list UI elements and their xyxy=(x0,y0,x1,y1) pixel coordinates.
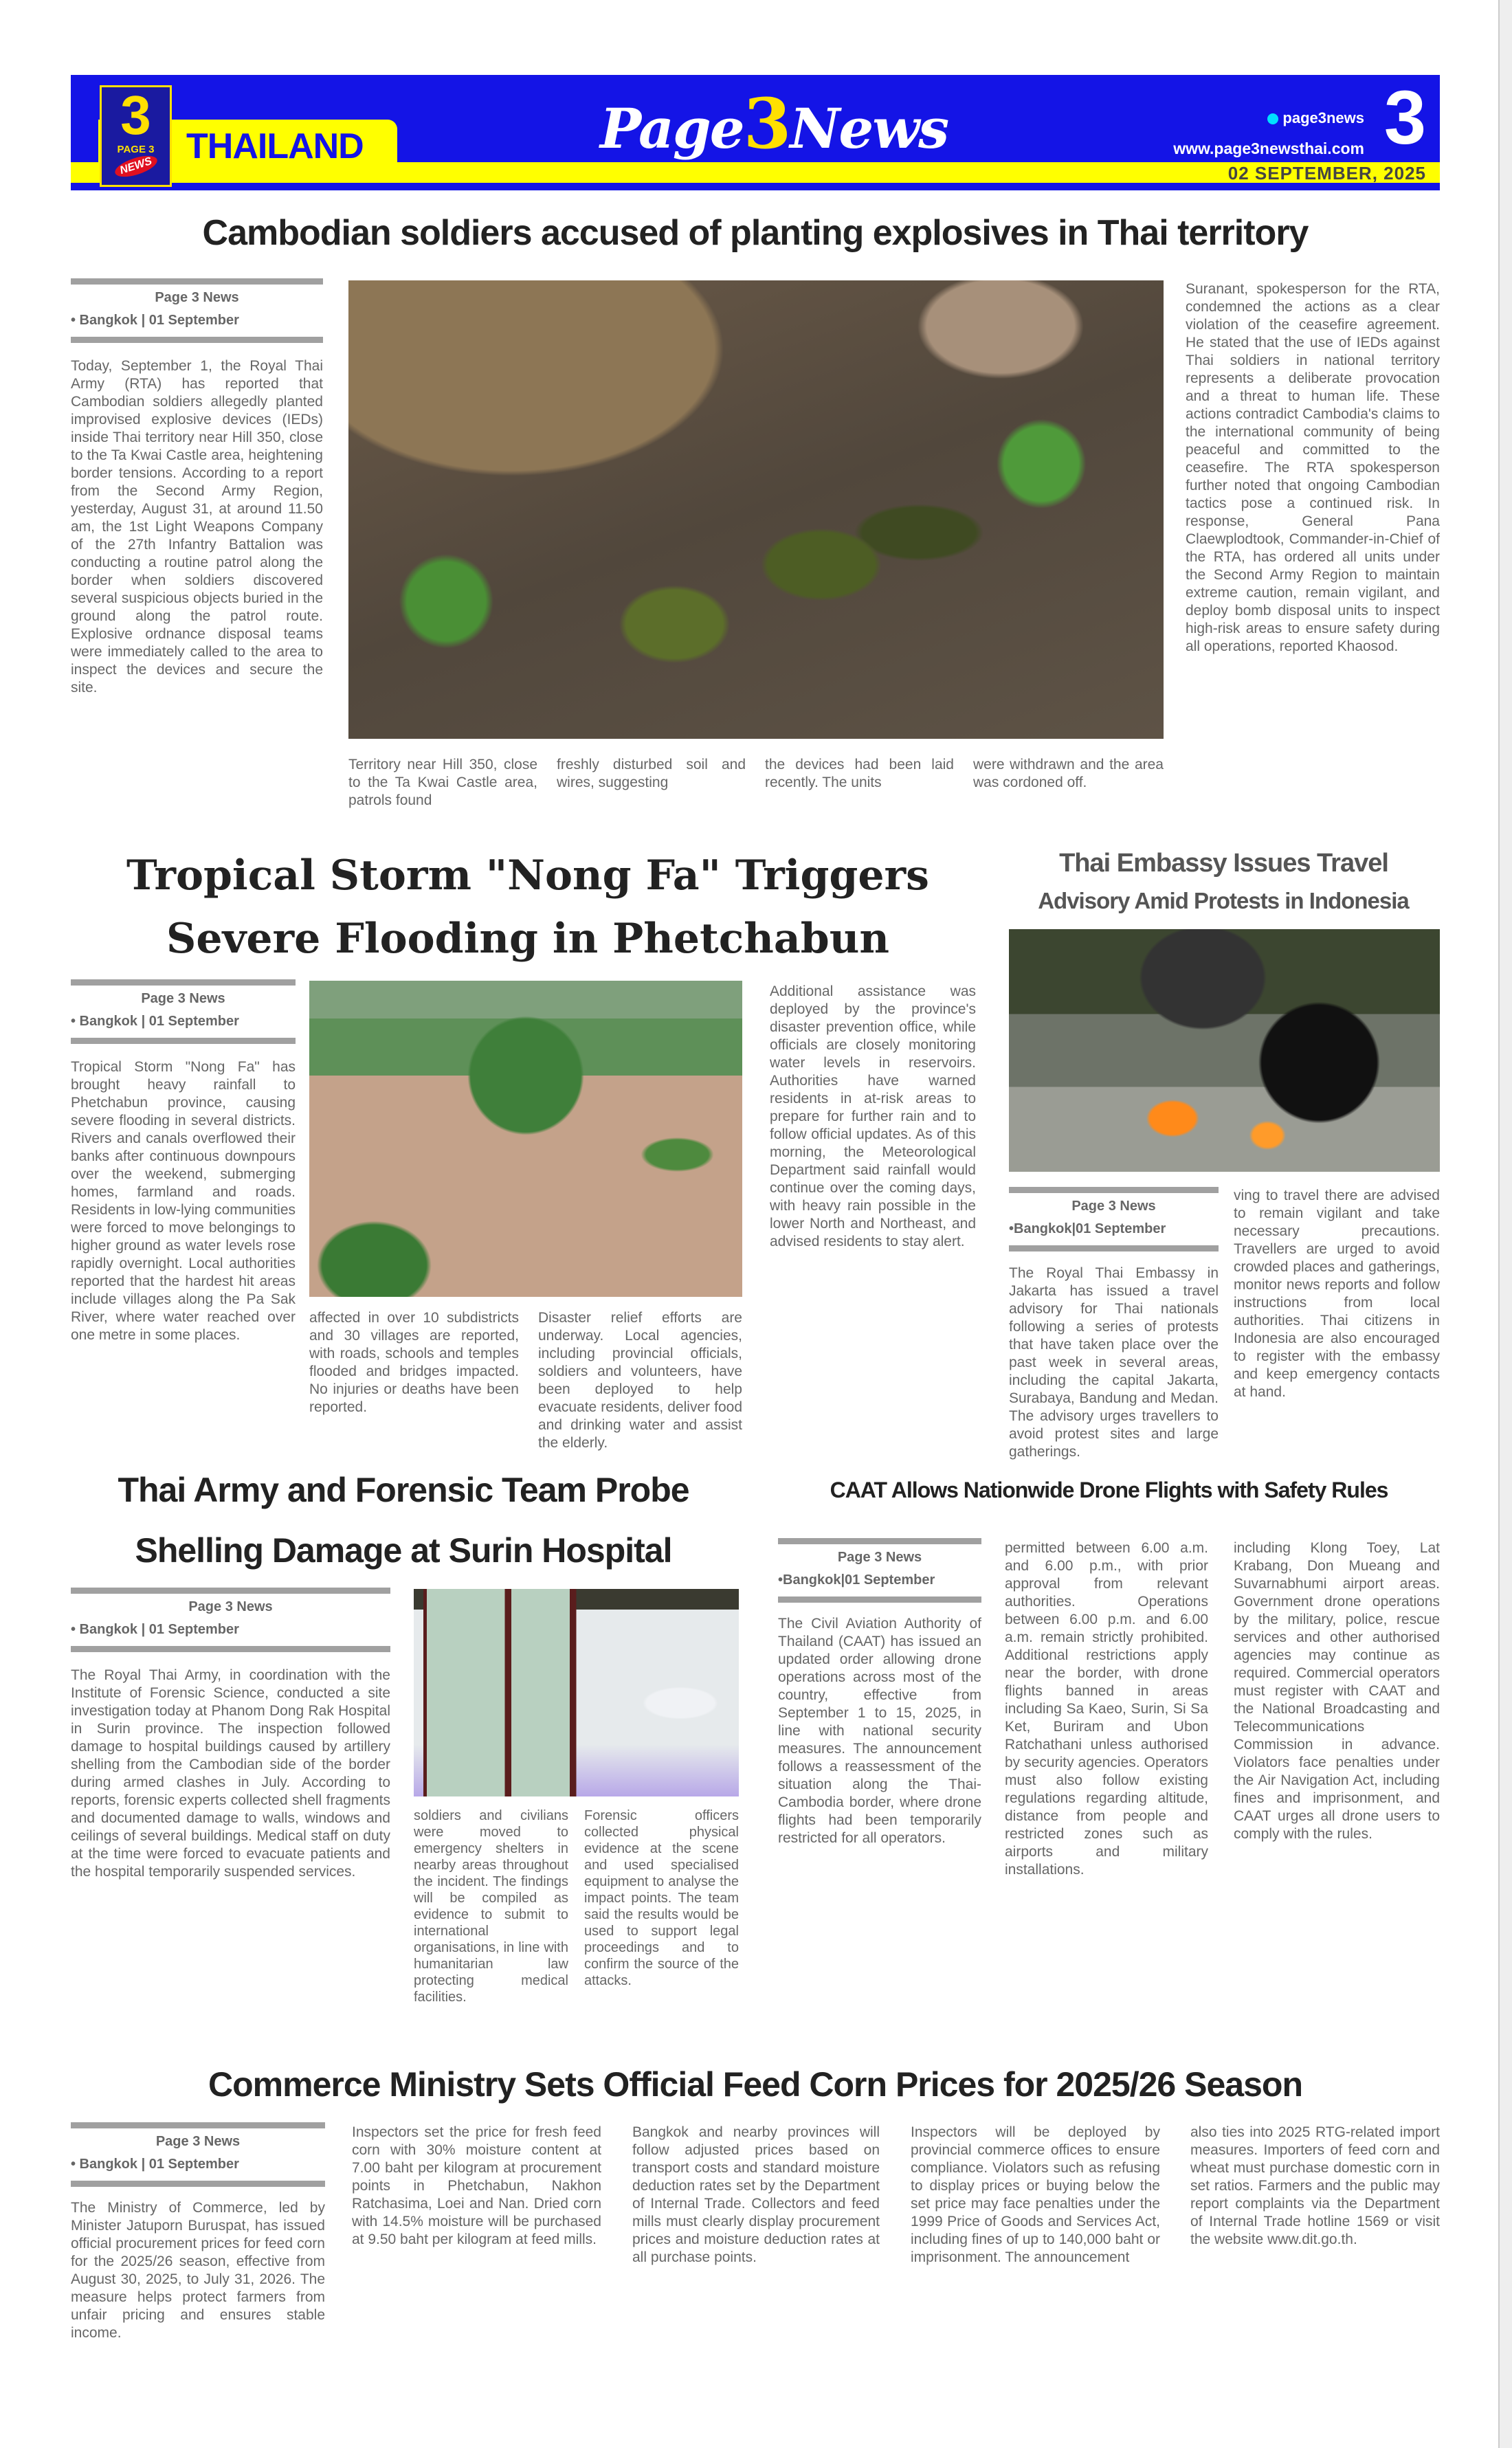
byline-location: •Bangkok|01 September xyxy=(778,1572,935,1588)
byline-source: Page 3 News xyxy=(155,2134,241,2149)
divider xyxy=(71,2122,325,2128)
byline xyxy=(71,2122,325,2187)
byline xyxy=(1009,1187,1219,1251)
headline-hospital-line1: Thai Army and Forensic Team Probe xyxy=(118,1471,689,1509)
newspaper-title xyxy=(600,83,948,164)
flood-photo xyxy=(309,981,742,1297)
article-column: were withdrawn and the area was cordoned off. xyxy=(973,757,1164,790)
byline-location: •Bangkok|01 September xyxy=(1009,1221,1166,1236)
article-column: affected in over 10 subdistricts and 30 villages are reported, with roads, schools and temples flooded and bridges impacted. No injuries or deaths have been reported. xyxy=(309,1310,519,1415)
article-column: Territory near Hill 350, close to the Ta Kwai Castle area, patrols found xyxy=(348,757,537,808)
byline-source: Page 3 News xyxy=(155,290,239,305)
article-column: Today, September 1, the Royal Thai Army (RTA) has reported that Cambodian soldiers allegedly planted improvised explosive devices (IEDs) inside Thai territory near Hill 350, close to the Ta Kwai Castle area, heightening border tensions. According to a report from the Second Army Region, yesterday, August 31, at around 11.50 am, the 1st Light Weapons Company of the 27th Infantry Battalion was conducting a routine patrol along the border when soldiers discovered several suspicious objects buried in the ground along the patrol route. Explosive ordnance disposal teams were immediately called to the area to inspect the devices and secure the site. xyxy=(71,358,323,696)
region-label: THAILAND xyxy=(186,126,364,166)
headline-embassy-line2: Advisory Amid Protests in Indonesia xyxy=(1038,888,1409,913)
divider xyxy=(1009,1245,1219,1251)
divider xyxy=(1009,1187,1219,1193)
divider xyxy=(71,979,296,986)
divider xyxy=(778,1596,981,1603)
headline-storm-line2: Severe Flooding in Phetchabun xyxy=(166,915,890,963)
headline-caat: CAAT Allows Nationwide Drone Flights with Safety Rules xyxy=(830,1478,1388,1502)
logo-badge: NEWS xyxy=(112,152,159,181)
page-edge xyxy=(1498,0,1512,2448)
headline-storm-line1: Tropical Storm "Nong Fa" Triggers xyxy=(126,852,929,900)
logo-number: 3 xyxy=(120,85,151,146)
headline-embassy-line1: Thai Embassy Issues Travel xyxy=(1059,849,1388,878)
byline-source: Page 3 News xyxy=(1071,1199,1156,1214)
byline-source: Page 3 News xyxy=(837,1550,922,1565)
article-column: Inspectors set the price for fresh feed corn with 30% moisture content at 7.00 baht per kilogram at procurement points in Phetchabun, Nakhon Ratchasima, Loei and Nan. Dried corn with 14.5% moisture will be purchased at 9.50 baht per kilogram at feed mills. xyxy=(352,2124,601,2247)
byline xyxy=(71,1588,390,1652)
byline-location: • Bangkok | 01 September xyxy=(71,313,239,328)
article-column: including Klong Toey, Lat Krabang, Don Mueang and Suvarnabhumi airport areas. Government drone operations by the military, police, rescue services and other authorised agencies may continue as required. Commercial operators must register with CAAT and the National Broadcasting and Telecommunications Commission in advance. Violators face penalties under the Air Navigation Act, including fines and imprisonment, and CAAT urges all drone users to comply with the rules. xyxy=(1234,1540,1440,1842)
divider xyxy=(778,1538,981,1544)
divider xyxy=(71,2181,325,2187)
article-column: Inspectors will be deployed by provincial commerce offices to ensure compliance. Violators such as refusing to display prices or buying below the set price may face penalties under the 1999 Price of Goods and Services Act, including fines of up to 140,000 baht or imprisonment. The announcement xyxy=(911,2124,1160,2265)
article-column: ving to travel there are advised to remain vigilant and take necessary precautions. Travellers are urged to avoid crowded places and gatherings, monitor news reports and follow instructions from local authorities. Thai citizens in Indonesia are also encouraged to register with the embassy and keep emergency contacts at hand. xyxy=(1234,1188,1440,1400)
article-column: Suranant, spokesperson for the RTA, condemned the actions as a clear violation of the ceasefire agreement. He stated that the use of IEDs against Thai soldiers in national territory represents a deliberate provocation and a threat to human life. These actions contradict Cambodia's claims to the international community of being peaceful and committed to the ceasefire. The RTA spokesperson further noted that ongoing Cambodian tactics pose a continued risk. In response, General Pana Claewplodtook, Commander-in-Chief of the RTA, has ordered all units under the Second Army Region to maintain extreme caution, remain vigilant, and deploy bomb disposal units to inspect high-risk areas to ensure safety during all operations, reported Khaosod. xyxy=(1186,281,1440,654)
article-column: Bangkok and nearby provinces will follow adjusted prices based on transport costs and standard moisture deduction rates set by the Department of Internal Trade. Collectors and feed mills must clearly display procurement prices and moisture deduction rates at all purchase points. xyxy=(632,2124,880,2265)
website-link[interactable]: www.page3newsthai.com xyxy=(1173,140,1364,157)
logo-subtitle: PAGE 3 xyxy=(117,144,155,155)
divider xyxy=(71,1646,390,1652)
social-handle-text: page3news xyxy=(1282,109,1364,126)
article-column: the devices had been laid recently. The units xyxy=(765,757,954,790)
byline xyxy=(71,278,323,343)
title-part: 3 xyxy=(743,83,790,164)
page-number: 3 xyxy=(1383,76,1426,160)
masthead xyxy=(71,75,1440,190)
headline-cambodian-explosives: Cambodian soldiers accused of planting explosives in Thai territory xyxy=(202,213,1309,253)
divider xyxy=(71,337,323,343)
divider xyxy=(71,1588,390,1594)
article-column: Disaster relief efforts are underway. Local agencies, including provincial officials, soldiers and volunteers, have been deployed to help evacuate residents, deliver food and drinking water and assist the elderly. xyxy=(538,1310,742,1451)
hospital-photo xyxy=(414,1589,739,1796)
divider xyxy=(71,1038,296,1044)
article-column: also ties into 2025 RTG-related import measures. Importers of feed corn and wheat must purchase domestic corn in set ratios. Farmers and the public may report complaints via the Department of Internal Trade hotline 1569 or visit the website www.dit.go.th. xyxy=(1190,2124,1440,2247)
headline-hospital-line2: Shelling Damage at Surin Hospital xyxy=(135,1531,672,1570)
article-column: The Ministry of Commerce, led by Minister Jatuporn Buruspat, has issued official procurement prices for feed corn for the 2025/26 season, effective from August 30, 2025, to July 31, 2026. The measure helps protect farmers from unfair pricing and ensures stable income. xyxy=(71,2200,325,2341)
article-column: permitted between 6.00 a.m. and 6.00 p.m., with prior approval from relevant authorities. Operations between 6.00 p.m. and 6.00 a.m. remain strictly prohibited. Additional restrictions apply near the border, with drone flights banned in areas including Sa Kaeo, Surin, Si Sa Ket, Buriram and Ubon Ratchathani unless authorised by security agencies. Operators must also follow existing regulations regarding altitude, distance from people and restricted zones such as airports and military installations. xyxy=(1005,1540,1208,1878)
title-part: News xyxy=(790,96,948,161)
byline-source: Page 3 News xyxy=(141,991,225,1006)
social-icon xyxy=(1267,113,1278,124)
protest-photo xyxy=(1009,929,1440,1172)
issue-date: 02 SEPTEMBER, 2025 xyxy=(1227,163,1426,183)
article-column: Forensic officers collected physical evidence at the scene and used specialised equipment to analyse the impact points. The team said the results would be used to support legal proceedings and to confirm the source of the attacks. xyxy=(584,1808,739,1988)
headline-feed-corn: Commerce Ministry Sets Official Feed Corn Prices for 2025/26 Season xyxy=(208,2065,1302,2104)
article-column: The Royal Thai Embassy in Jakarta has issued a travel advisory for Thai nationals following a series of protests that have taken place over the past week in several areas, including the capital Jakarta, Surabaya, Bandung and Medan. The advisory urges travellers to avoid protest sites and large gatherings. xyxy=(1009,1265,1219,1460)
divider xyxy=(71,278,323,285)
article-column: The Royal Thai Army, in coordination with the Institute of Forensic Science, conducted a site investigation today at Phanom Dong Rak Hospital in Surin province. The inspection followed damage to hospital buildings caused by artillery shelling from the Cambodian side of the border during armed clashes in July. According to reports, forensic experts collected shell fragments and documented damage to walls, windows and ceilings of several buildings. Medical staff on duty at the time were forced to evacuate patients and the hospital temporarily suspended services. xyxy=(71,1667,390,1880)
landmine-photo xyxy=(348,280,1164,739)
byline-location: • Bangkok | 01 September xyxy=(71,1622,239,1637)
byline-source: Page 3 News xyxy=(188,1599,273,1614)
byline-location: • Bangkok | 01 September xyxy=(71,1014,239,1029)
title-part: Page xyxy=(600,96,744,161)
article-column: soldiers and civilians were moved to emergency shelters in nearby areas throughout the incident. The findings will be compiled as evidence to submit to international organisations, in line with humanitarian law protecting medical facilities. xyxy=(414,1808,568,2005)
page3-logo[interactable] xyxy=(100,85,172,187)
article-column: The Civil Aviation Authority of Thailand (CAAT) has issued an updated order allowing drone operations across most of the country, effective from September 1 to 15, 2025, in line with national security measures. The announcement follows a reassessment of the situation along the Thai-Cambodia border, where drone flights had been temporarily restricted for all operators. xyxy=(778,1616,981,1846)
byline xyxy=(71,979,296,1044)
byline xyxy=(778,1538,981,1603)
article-column: Tropical Storm "Nong Fa" has brought heavy rainfall to Phetchabun province, causing severe flooding in several districts. Rivers and canals overflowed their banks after continuous downpours over the weekend, submerging homes, farmland and roads. Residents in low-lying communities were forced to move belongings to higher ground as water levels rose rapidly overnight. Local authorities reported that the hardest hit areas include villages along the Pa Sak River, where water reached over one metre in some places. xyxy=(71,1059,296,1343)
article-column: Additional assistance was deployed by the province's disaster prevention office, while officials are closely monitoring water levels in reservoirs. Authorities have warned residents in at-risk areas to prepare for further rain and to follow official updates. As of this morning, the Meteorological Department said rainfall would continue over the coming days, with heavy rain possible in the lower North and Northeast, and advised residents to stay alert. xyxy=(770,983,976,1249)
social-handle[interactable] xyxy=(1267,109,1364,127)
byline-location: • Bangkok | 01 September xyxy=(71,2157,239,2172)
article-column: freshly disturbed soil and wires, suggesting xyxy=(557,757,746,790)
